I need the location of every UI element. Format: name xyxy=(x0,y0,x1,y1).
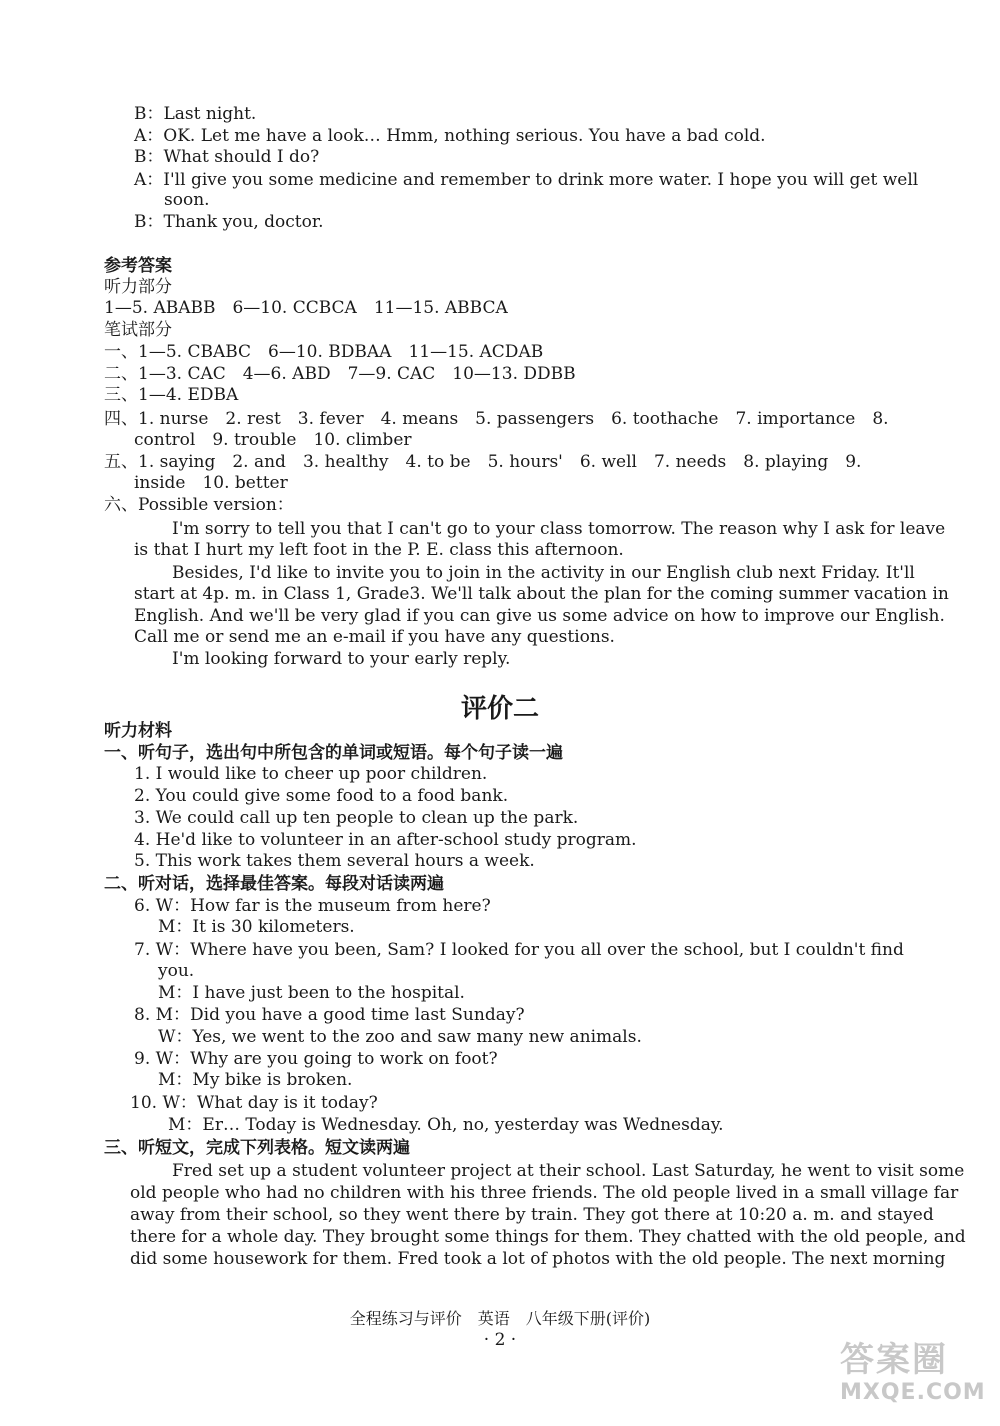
dialogue-line: W：Yes, we went to the zoo and saw many new animals. xyxy=(158,1027,642,1047)
passage-line: Fred set up a student volunteer project at their school. Last Saturday, he went to visit some xyxy=(172,1161,965,1181)
section-title: 评价二 xyxy=(460,694,539,724)
passage-line: old people who had no children with his three friends. The old people lived in a small village far xyxy=(130,1183,959,1203)
footer-title: 全程练习与评价 英语 八年级下册(评价) xyxy=(349,1309,651,1328)
dialogue-line: 9. W：Why are you going to work on foot? xyxy=(134,1049,498,1069)
part2-heading: 二、听对话，选择最佳答案。每段对话读两遍 xyxy=(104,874,444,894)
answers-section-5-cont: inside 10. better xyxy=(134,473,288,493)
answers-section-5: 五、1. saying 2. and 3. healthy 4. to be 5. hours' 6. well 7. needs 8. playing 9. xyxy=(104,452,862,472)
dialogue-line: B：Last night. xyxy=(134,104,257,124)
passage-line: did some housework for them. Fred took a lot of photos with the old people. The next morning xyxy=(130,1249,946,1269)
watermark-logo xyxy=(840,1340,990,1420)
written-label: 笔试部分 xyxy=(104,320,172,340)
essay-line: start at 4p. m. in Class 1, Grade3. We'll talk about the plan for the coming summer vacation in xyxy=(134,584,949,604)
part1-item: 5. This work takes them several hours a week. xyxy=(134,851,535,871)
part1-heading: 一、听句子，选出句中所包含的单词或短语。每个句子读一遍 xyxy=(104,743,563,763)
listening-label: 听力部分 xyxy=(104,277,172,297)
answers-section-3: 三、1—4. EDBA xyxy=(104,385,239,405)
listening-answers: 1—5. ABABB 6—10. CCBCA 11—15. ABBCA xyxy=(104,298,508,318)
passage-line: there for a whole day. They brought some things for them. They chatted with the old people, and xyxy=(130,1227,966,1247)
dialogue-line: 10. W：What day is it today? xyxy=(130,1093,378,1113)
dialogue-line: 7. W：Where have you been, Sam? I looked for you all over the school, but I couldn't find xyxy=(134,940,904,960)
dialogue-line: A：I'll give you some medicine and remember to drink more water. I hope you will get well xyxy=(134,170,919,190)
answers-section-4: 四、1. nurse 2. rest 3. fever 4. means 5. passengers 6. toothache 7. importance 8. xyxy=(104,409,889,429)
answers-section-2: 二、1—3. CAC 4—6. ABD 7—9. CAC 10—13. DDBB xyxy=(104,364,576,384)
answers-section-4-cont: control 9. trouble 10. climber xyxy=(134,430,412,450)
answers-section-6: 六、Possible version： xyxy=(104,495,294,515)
essay-line: English. And we'll be very glad if you can give us some advice on how to improve our English. xyxy=(134,606,945,626)
part1-item: 2. You could give some food to a food bank. xyxy=(134,786,509,806)
essay-line: Call me or send me an e-mail if you have any questions. xyxy=(134,627,615,647)
dialogue-line: M：My bike is broken. xyxy=(158,1070,353,1090)
dialogue-line: M：Er… Today is Wednesday. Oh, no, yesterday was Wednesday. xyxy=(168,1115,724,1135)
dialogue-line: B：What should I do? xyxy=(134,147,320,167)
page-number: · 2 · xyxy=(483,1330,517,1350)
passage-line: away from their school, so they went there by train. They got there at 10:20 a. m. and stayed xyxy=(130,1205,934,1225)
part1-item: 4. He'd like to volunteer in an after-school study program. xyxy=(134,830,637,850)
answers-section-1: 一、1—5. CBABC 6—10. BDBAA 11—15. ACDAB xyxy=(104,342,544,362)
dialogue-line: 6. W：How far is the museum from here? xyxy=(134,896,491,916)
dialogue-line: soon. xyxy=(164,190,210,210)
dialogue-line: M：I have just been to the hospital. xyxy=(158,983,465,1003)
essay-line: I'm sorry to tell you that I can't go to your class tomorrow. The reason why I ask for leave xyxy=(172,519,946,539)
materials-label: 听力材料 xyxy=(104,721,172,741)
watermark-url: MXQE.COM xyxy=(840,1380,986,1405)
dialogue-line: you. xyxy=(158,961,195,981)
essay-line: Besides, I'd like to invite you to join in the activity in our English club next Friday. It'll xyxy=(172,563,915,583)
essay-line: is that I hurt my left foot in the P. E. class this afternoon. xyxy=(134,540,624,560)
part1-item: 1. I would like to cheer up poor children. xyxy=(134,764,488,784)
dialogue-line: M：It is 30 kilometers. xyxy=(158,917,355,937)
dialogue-line: 8. M：Did you have a good time last Sunday? xyxy=(134,1005,525,1025)
dialogue-line: B：Thank you, doctor. xyxy=(134,212,324,232)
answers-heading: 参考答案 xyxy=(104,256,172,276)
part1-item: 3. We could call up ten people to clean up the park. xyxy=(134,808,579,828)
part3-heading: 三、听短文，完成下列表格。短文读两遍 xyxy=(104,1138,410,1158)
essay-line: I'm looking forward to your early reply. xyxy=(172,649,511,669)
watermark-text: 答案圈 xyxy=(840,1340,948,1380)
dialogue-line: A：OK. Let me have a look… Hmm, nothing serious. You have a bad cold. xyxy=(134,126,766,146)
